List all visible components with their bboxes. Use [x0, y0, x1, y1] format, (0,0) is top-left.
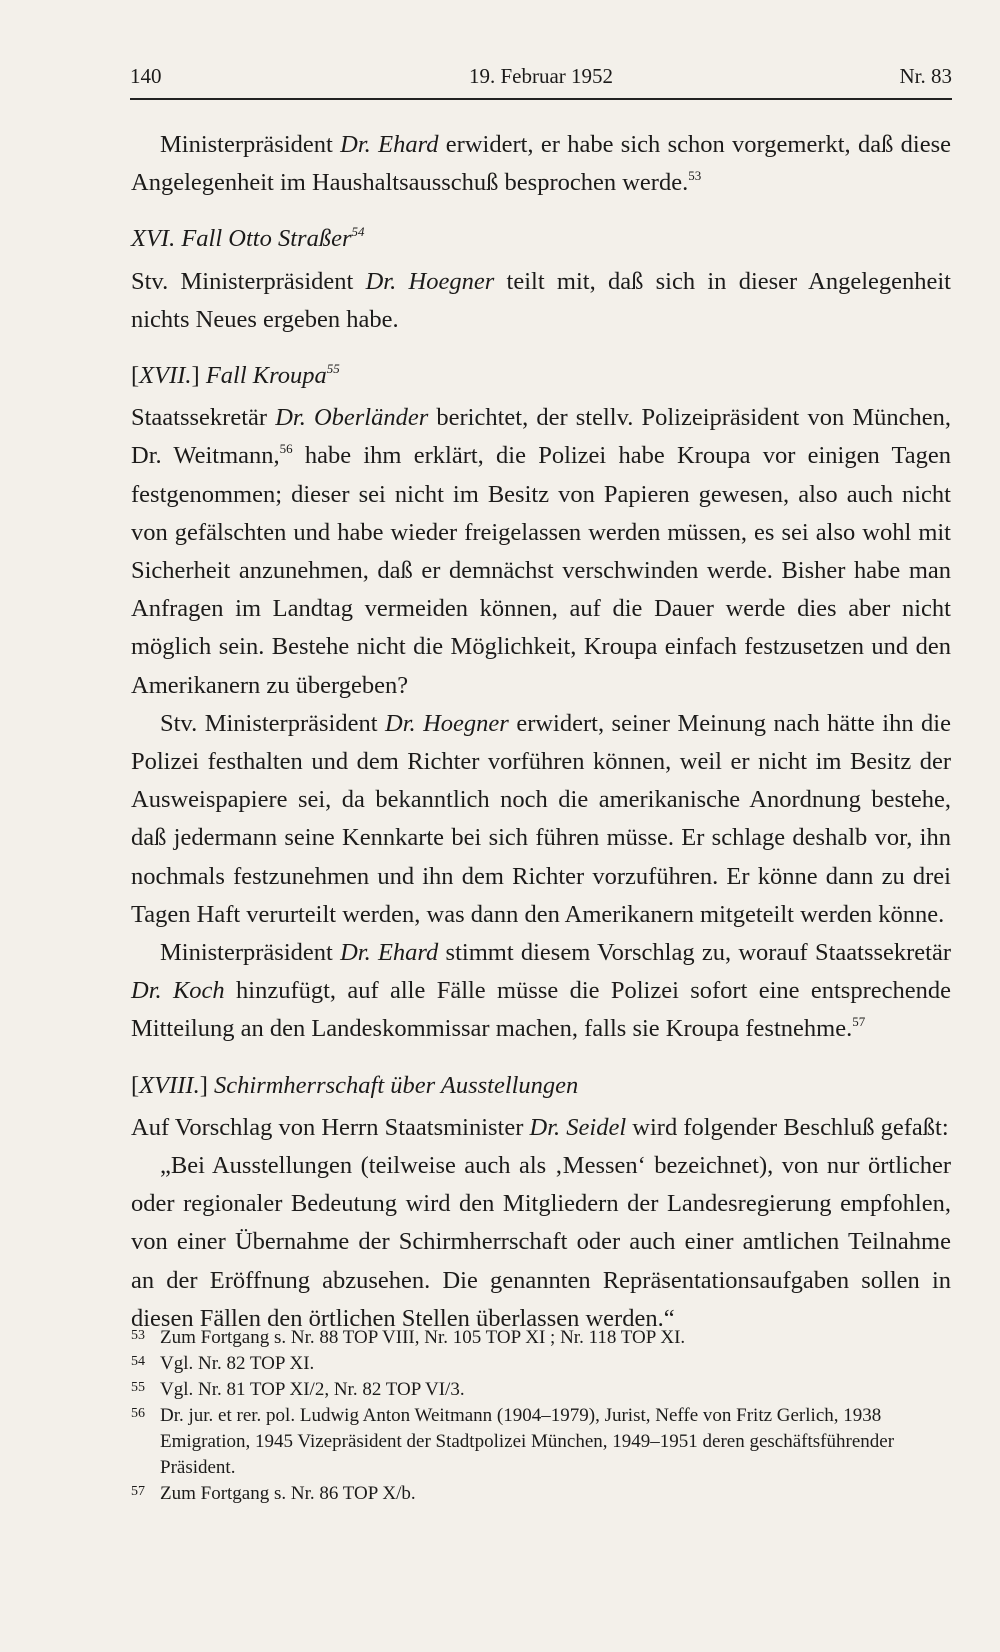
body-text [131, 126, 951, 1338]
person-name: Dr. Koch [131, 977, 225, 1005]
footnote-number: 56 [131, 1406, 145, 1421]
page-header [130, 62, 952, 92]
text-run: habe ihm erklärt, die Polizei habe Kroupa vor einigen Tagen festgenommen; dieser sei nicht im Besitz von Papieren gewesen, also auch nicht von gefälschten und habe wieder freigelassen werden müssen, es sei also wohl mit Sicherheit anzunehmen, daß er demnächst verschwinden werde. Bisher habe man Anfragen im Landtag vermeiden können, auf die Dauer werde dies aber nicht möglich sein. Bestehe nicht die Möglichkeit, Kroupa einfach festzusetzen und den Amerikanern zu übergeben? [131, 442, 952, 699]
section-heading-xviii [131, 1067, 951, 1105]
section-heading-xvi [131, 220, 951, 258]
footnote-ref-57: 57 [852, 1014, 866, 1030]
footnotes [131, 1325, 953, 1507]
header-date: 19. Februar 1952 [468, 64, 614, 88]
bracket: [ [131, 1071, 140, 1099]
footnote-text: Dr. jur. et rer. pol. Ludwig Anton Weitmann (1904–1979), Jurist, Neffe von Fritz Gerlich, 1938 Emigration, 1945 Vizepräsident der Stadtpolizei München, 1949–1951 deren geschäftsführender Präsident. [160, 1405, 895, 1478]
page-number: 140 [130, 64, 162, 88]
section-heading-xvii [131, 357, 951, 395]
text-run: Stv. Ministerpräsident [160, 709, 385, 737]
bracket: ] [191, 362, 200, 390]
heading-number: XVIII. [139, 1071, 200, 1099]
footnote-54 [131, 1351, 953, 1377]
footnote-57 [131, 1481, 953, 1507]
person-name: Dr. Hoegner [365, 267, 495, 295]
text-run: erwidert, er habe sich schon vorgemerkt, daß diese Angelegenheit im Haushaltsausschuß besprochen werde. [131, 131, 952, 197]
footnote-ref-55: 55 [326, 361, 340, 377]
heading-title: XVI. Fall Otto Straßer [131, 225, 352, 253]
person-name: Dr. Seidel [529, 1113, 627, 1141]
paragraph-resolution-quote: „Bei Ausstellungen (teilweise auch als ‚Messen‘ bezeichnet), von nur örtlicher oder regionaler Bedeutung wird den Mitgliedern der Landesregierung empfohlen, von einer Übernahme der Schirmherrschaft oder auch einer amtlichen Teilnahme an der Eröffnung abzusehen. Die genannten Repräsentationsaufgaben sollen in diesen Fällen den örtlichen Stellen überlassen werden.“ [131, 1152, 951, 1332]
person-name: Dr. Oberländer [275, 404, 429, 432]
text-run: Ministerpräsident [160, 131, 341, 158]
person-name: Dr. Ehard [340, 131, 439, 158]
footnote-number: 53 [131, 1328, 145, 1343]
bracket: ] [199, 1071, 208, 1099]
footnote-53 [131, 1325, 953, 1351]
header-rule [130, 98, 952, 100]
footnote-56 [131, 1403, 953, 1481]
text-run: hinzufügt, auf alle Fälle müsse die Polizei sofort eine entsprechende Mitteilung an den Landeskommissar machen, falls sie Kroupa festnehme. [131, 977, 951, 1043]
footnote-55 [131, 1377, 953, 1403]
document-number: Nr. 83 [899, 64, 952, 88]
footnote-number: 54 [131, 1354, 145, 1369]
heading-title: Fall Kroupa [199, 362, 327, 390]
text-run: Ministerpräsident [160, 939, 341, 967]
text-run: Auf Vorschlag von Herrn Staatsminister [131, 1113, 530, 1141]
footnote-text: Vgl. Nr. 81 TOP XI/2, Nr. 82 TOP VI/3. [160, 1379, 465, 1400]
text-run: berichtet, der stellv. Polizeipräsident von München, Dr. Weitmann, [131, 404, 951, 470]
paragraph-oberlaender-report [131, 399, 951, 705]
person-name: Dr. Ehard [340, 939, 439, 967]
paragraph-ehard-agrees [131, 934, 951, 1049]
paragraph-hoegner-reply [131, 705, 951, 934]
footnote-text: Zum Fortgang s. Nr. 88 TOP VIII, Nr. 105 TOP XI ; Nr. 118 TOP XI. [160, 1327, 686, 1348]
paragraph-hoegner-nothing-new [131, 263, 951, 339]
footnote-text: Vgl. Nr. 82 TOP XI. [160, 1353, 315, 1374]
bracket: [ [131, 362, 140, 390]
text-run: wird folgender Beschluß gefaßt: [626, 1113, 949, 1141]
footnote-ref-54: 54 [351, 224, 365, 240]
footnote-ref-53: 53 [688, 168, 702, 184]
heading-title: Schirmherrschaft über Ausstellungen [207, 1071, 579, 1099]
text-run: Stv. Ministerpräsident [131, 267, 366, 295]
text-run: Staatssekretär [131, 404, 276, 432]
paragraph-ehard-reply [131, 126, 951, 202]
paragraph-seidel-proposal [131, 1109, 951, 1147]
text-run: stimmt diesem Vorschlag zu, worauf Staatssekretär [438, 939, 952, 967]
text-run: teilt mit, daß sich in dieser Angelegenheit nichts Neues ergeben habe. [131, 267, 951, 333]
footnote-ref-56: 56 [279, 441, 293, 457]
person-name: Dr. Hoegner [385, 709, 509, 737]
footnote-number: 55 [131, 1380, 145, 1395]
text-run: erwidert, seiner Meinung nach hätte ihn die Polizei festhalten und dem Richter vorführen können, weil er nicht im Besitz der Ausweispapiere sei, da bekanntlich noch die amerikanische Anordnung bestehe, daß jedermann seine Kennkarte bei sich führen müsse. Er schlage deshalb vor, ihn nochmals festzunehmen und ihn dem Richter vorzuführen. Er könne dann zu drei Tagen Haft verurteilt werden, was dann den Amerikanern mitgeteilt werden könne. [131, 709, 951, 928]
footnote-text: Zum Fortgang s. Nr. 86 TOP X/b. [160, 1483, 416, 1504]
footnote-number: 57 [131, 1484, 145, 1499]
heading-number: XVII. [139, 362, 192, 390]
